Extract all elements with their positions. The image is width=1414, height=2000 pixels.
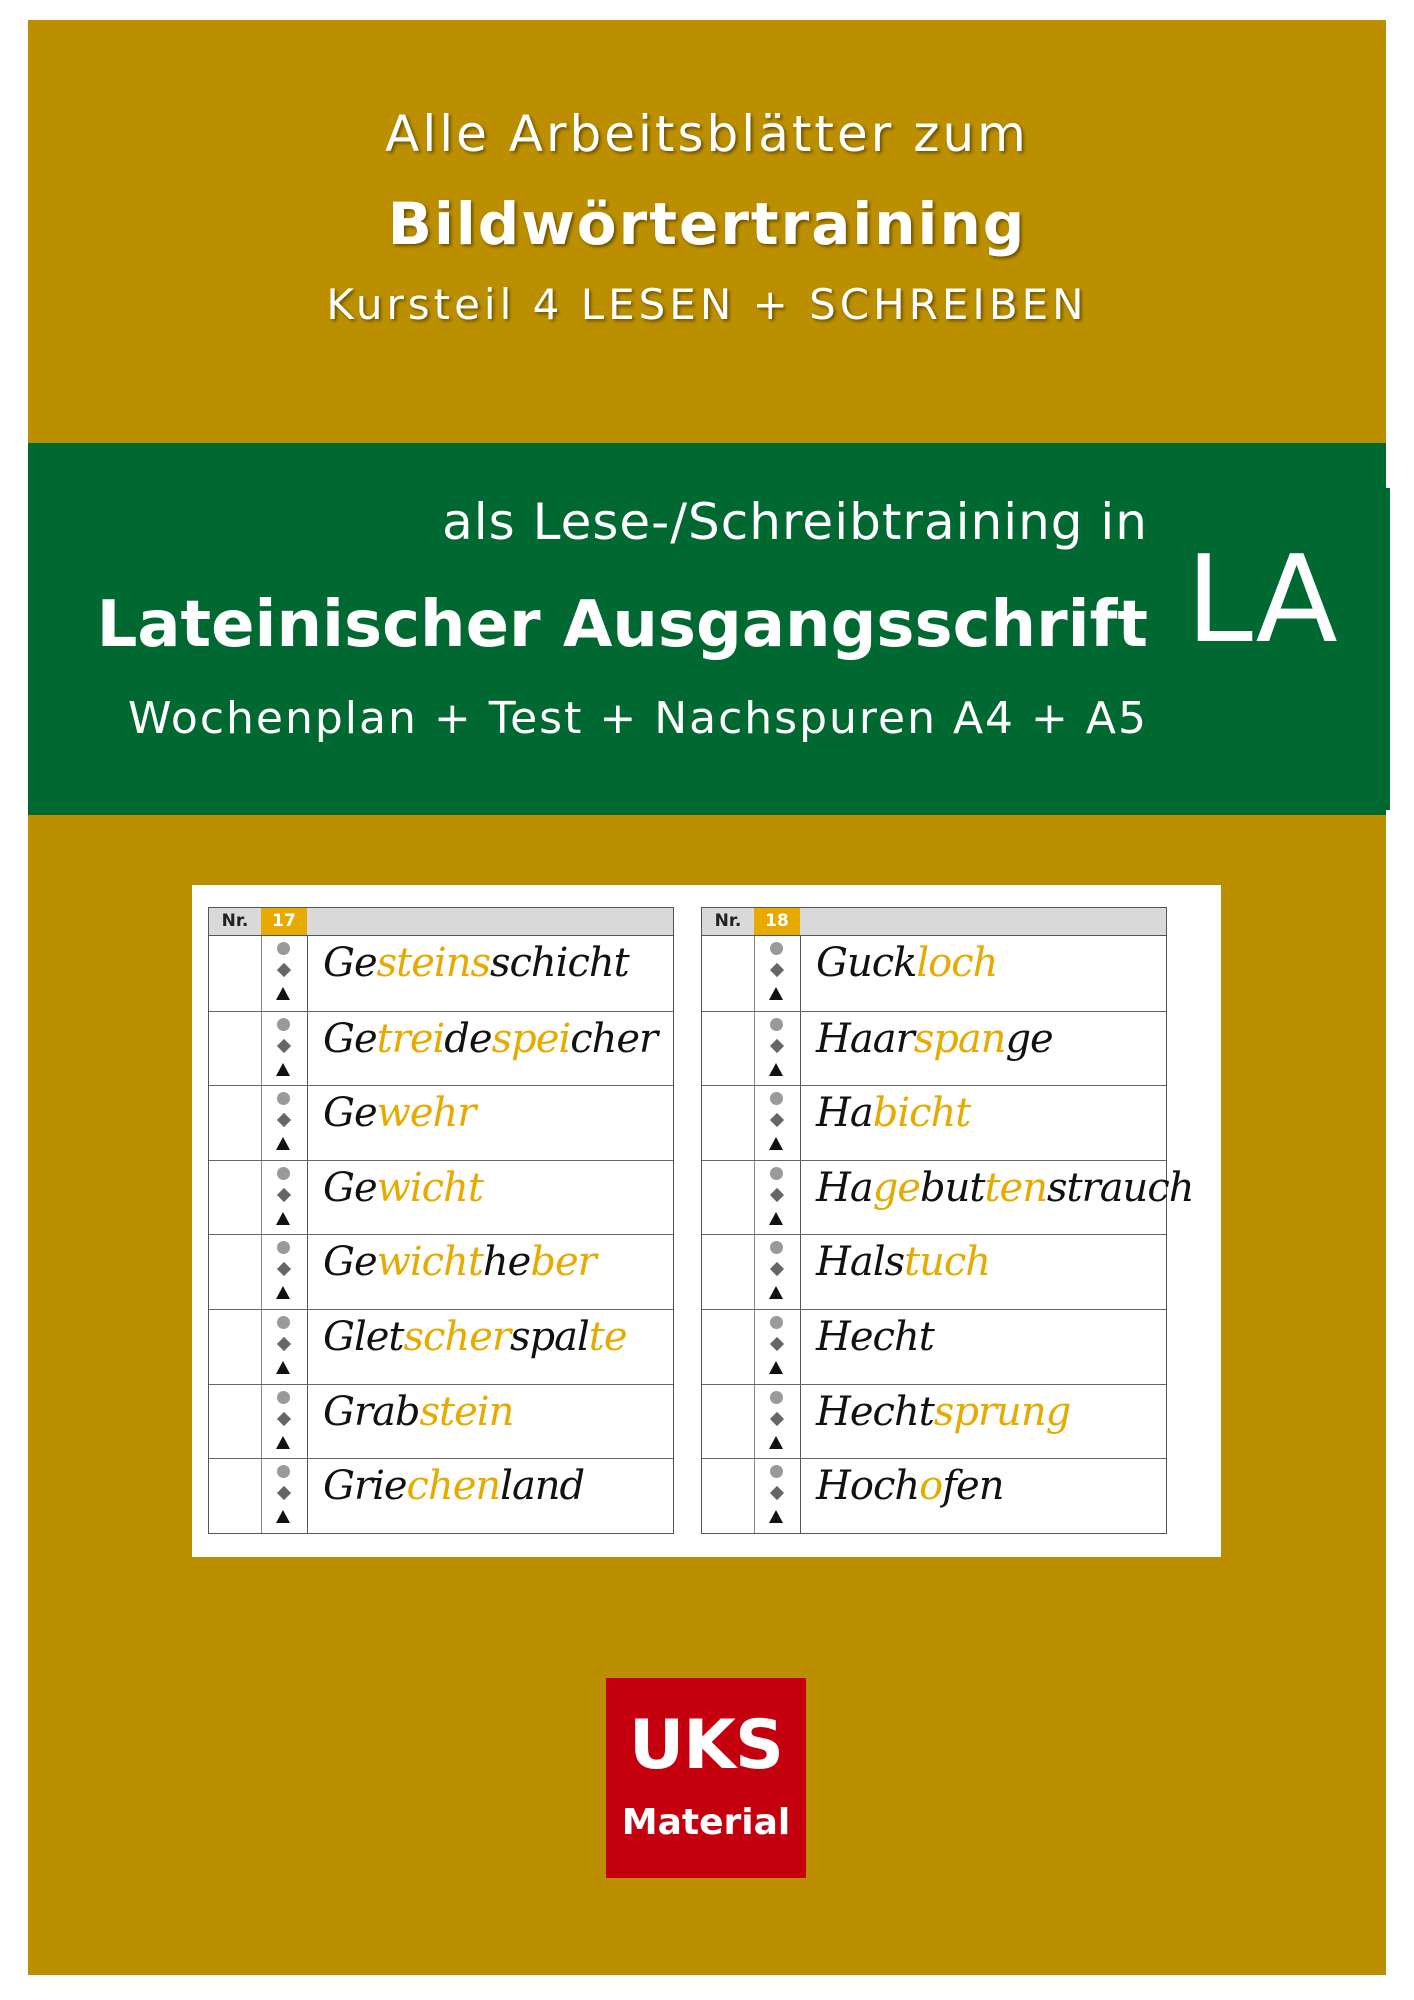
cursive-word [816,1314,934,1360]
answer-cell [702,1385,755,1459]
syllable: te [588,1313,627,1360]
circle-icon [770,1167,783,1180]
word-table-18 [701,907,1194,1534]
table-row [209,1160,673,1235]
nr-label: Nr. [702,908,755,935]
syllable: Guck [816,940,917,986]
diamond-icon [770,1337,784,1351]
answer-cell [209,1235,262,1309]
triangle-icon [769,1361,783,1374]
banner-line-1: als Lese-/Schreibtraining in [442,493,1148,551]
table-row [209,1011,673,1086]
cursive-word [323,1016,657,1062]
syllable: steins [376,940,490,986]
table-row [702,1384,1166,1459]
symbol-cell [261,1235,308,1309]
syllable: he [482,1239,531,1286]
symbol-cell [754,1086,801,1160]
cursive-word [323,1239,596,1285]
cursive-word [323,1389,513,1435]
symbol-cell [261,936,308,1011]
diamond-icon [770,1039,784,1053]
symbol-cell [754,1235,801,1309]
syllable: Ha [816,1164,873,1211]
symbol-cell [754,1385,801,1459]
triangle-icon [769,1063,783,1076]
syllable: Haar [816,1015,914,1062]
triangle-icon [276,1063,290,1076]
syllable: loch [916,940,998,986]
symbol-cell [754,936,801,1011]
circle-icon [770,1391,783,1404]
diamond-icon [277,963,291,977]
syllable: o [919,1463,943,1510]
syllable: scher [403,1313,510,1360]
answer-cell [702,1012,755,1086]
table-row [702,1234,1166,1309]
banner-line-3: Wochenplan + Test + Nachspuren A4 + A5 [127,693,1148,744]
triangle-icon [276,1137,290,1150]
circle-icon [770,1018,783,1031]
triangle-icon [276,987,290,1000]
diamond-icon [277,1262,291,1276]
diamond-icon [277,1113,291,1127]
syllable: chen [406,1463,501,1510]
cursive-word [816,1389,1070,1435]
symbol-cell [261,1012,308,1086]
cursive-word [816,1090,970,1136]
syllable: bicht [872,1090,971,1137]
syllable: ge [872,1164,921,1211]
answer-cell [209,1086,262,1160]
logo-text: UKS [629,1706,783,1785]
diamond-icon [277,1486,291,1500]
diamond-icon [770,1262,784,1276]
triangle-icon [769,1436,783,1449]
diamond-icon [770,1113,784,1127]
symbol-cell [754,1012,801,1086]
syllable: Ge [323,1164,377,1211]
syllable: spal [509,1313,589,1360]
syllable: ber [530,1239,596,1286]
cursive-word [323,940,629,986]
syllable: Hals [816,1239,905,1286]
symbol-cell [261,1385,308,1459]
table-row [209,1384,673,1459]
word-table-17 [208,907,674,1534]
banner-edge [1386,488,1390,810]
triangle-icon [769,1286,783,1299]
cursive-word [816,1239,990,1285]
cursive-word [323,1314,627,1360]
answer-cell [702,1235,755,1309]
table-row [209,1458,673,1533]
banner-title: Lateinischer Ausgangsschrift [96,588,1148,662]
syllable: Hoch [816,1463,920,1510]
syllable: Grie [323,1463,407,1510]
table-row [702,1309,1166,1384]
triangle-icon [769,987,783,1000]
la-badge: LA [1186,531,1338,670]
header-line-1: Alle Arbeitsblätter zum [385,105,1029,163]
syllable: trei [376,1015,445,1062]
cursive-word [816,1463,1003,1509]
syllable: spei [491,1015,571,1062]
circle-icon [277,1018,290,1031]
answer-cell [209,1310,262,1384]
table-row [209,1309,673,1384]
syllable: Ge [323,1015,377,1062]
cursive-word [816,1165,1193,1211]
nr-number: 18 [754,908,800,935]
circle-icon [770,1465,783,1478]
syllable: wicht [376,1239,483,1286]
answer-cell [209,1012,262,1086]
diamond-icon [277,1411,291,1425]
table-header [702,908,1166,936]
syllable: Grab [323,1388,420,1435]
circle-icon [277,1391,290,1404]
symbol-cell [754,1161,801,1235]
uks-logo [606,1678,806,1878]
diamond-icon [277,1337,291,1351]
triangle-icon [276,1361,290,1374]
syllable: but [920,1164,985,1211]
green-banner [28,443,1386,815]
circle-icon [770,1316,783,1329]
triangle-icon [276,1510,290,1523]
cursive-word [816,1016,1053,1062]
circle-icon [277,1465,290,1478]
circle-icon [770,942,783,955]
nr-label: Nr. [209,908,262,935]
answer-cell [702,1310,755,1384]
syllable: Ge [323,1239,377,1286]
cursive-word [816,940,997,986]
circle-icon [277,942,290,955]
triangle-icon [769,1510,783,1523]
symbol-cell [261,1086,308,1160]
answer-cell [209,1459,262,1533]
nr-number: 17 [261,908,307,935]
syllable: cher [570,1015,658,1062]
diamond-icon [277,1188,291,1202]
circle-icon [277,1241,290,1254]
triangle-icon [769,1212,783,1225]
table-row [702,1011,1166,1086]
syllable: tuch [904,1239,991,1286]
syllable: de [444,1015,492,1062]
diamond-icon [770,1411,784,1425]
circle-icon [770,1092,783,1105]
table-row [209,936,673,1011]
syllable: wehr [376,1090,476,1137]
syllable: sprung [933,1388,1071,1435]
symbol-cell [754,1310,801,1384]
syllable: Hecht [816,1313,934,1360]
table-row [209,1234,673,1309]
table-row [209,1085,673,1160]
diamond-icon [770,1188,784,1202]
answer-cell [702,1459,755,1533]
syllable: Ge [323,1090,377,1137]
table-header [209,908,673,936]
table-row [702,1160,1194,1235]
circle-icon [277,1167,290,1180]
syllable: ten [984,1164,1047,1211]
table-row [702,1458,1166,1533]
syllable: span [913,1015,1006,1062]
answer-cell [209,1385,262,1459]
answer-cell [702,1086,755,1160]
logo-subtext: Material [621,1802,791,1843]
syllable: stein [419,1388,514,1435]
syllable: Glet [323,1313,404,1360]
diamond-icon [770,1486,784,1500]
triangle-icon [276,1286,290,1299]
triangle-icon [769,1137,783,1150]
symbol-cell [754,1459,801,1533]
answer-cell [702,936,755,1011]
cursive-word [323,1090,475,1136]
table-row [702,1085,1166,1160]
syllable: strauch [1046,1164,1194,1211]
cursive-word [323,1165,483,1211]
symbol-cell [261,1459,308,1533]
syllable: fen [942,1463,1004,1510]
syllable: Ha [816,1090,873,1137]
header-title: Bildwörtertraining [387,190,1027,258]
syllable: Hecht [816,1388,934,1435]
diamond-icon [770,963,784,977]
syllable: schicht [489,940,629,986]
syllable: land [500,1463,585,1510]
answer-cell [702,1161,755,1235]
circle-icon [277,1316,290,1329]
syllable: wicht [376,1164,483,1211]
syllable: ge [1005,1015,1053,1062]
worksheet-preview [192,885,1221,1557]
symbol-cell [261,1161,308,1235]
syllable: Ge [323,940,377,986]
diamond-icon [277,1039,291,1053]
circle-icon [770,1241,783,1254]
answer-cell [209,1161,262,1235]
header-subtitle: Kursteil 4 LESEN + SCHREIBEN [326,280,1088,329]
triangle-icon [276,1436,290,1449]
answer-cell [209,936,262,1011]
triangle-icon [276,1212,290,1225]
circle-icon [277,1092,290,1105]
table-row [702,936,1166,1011]
symbol-cell [261,1310,308,1384]
cursive-word [323,1463,584,1509]
